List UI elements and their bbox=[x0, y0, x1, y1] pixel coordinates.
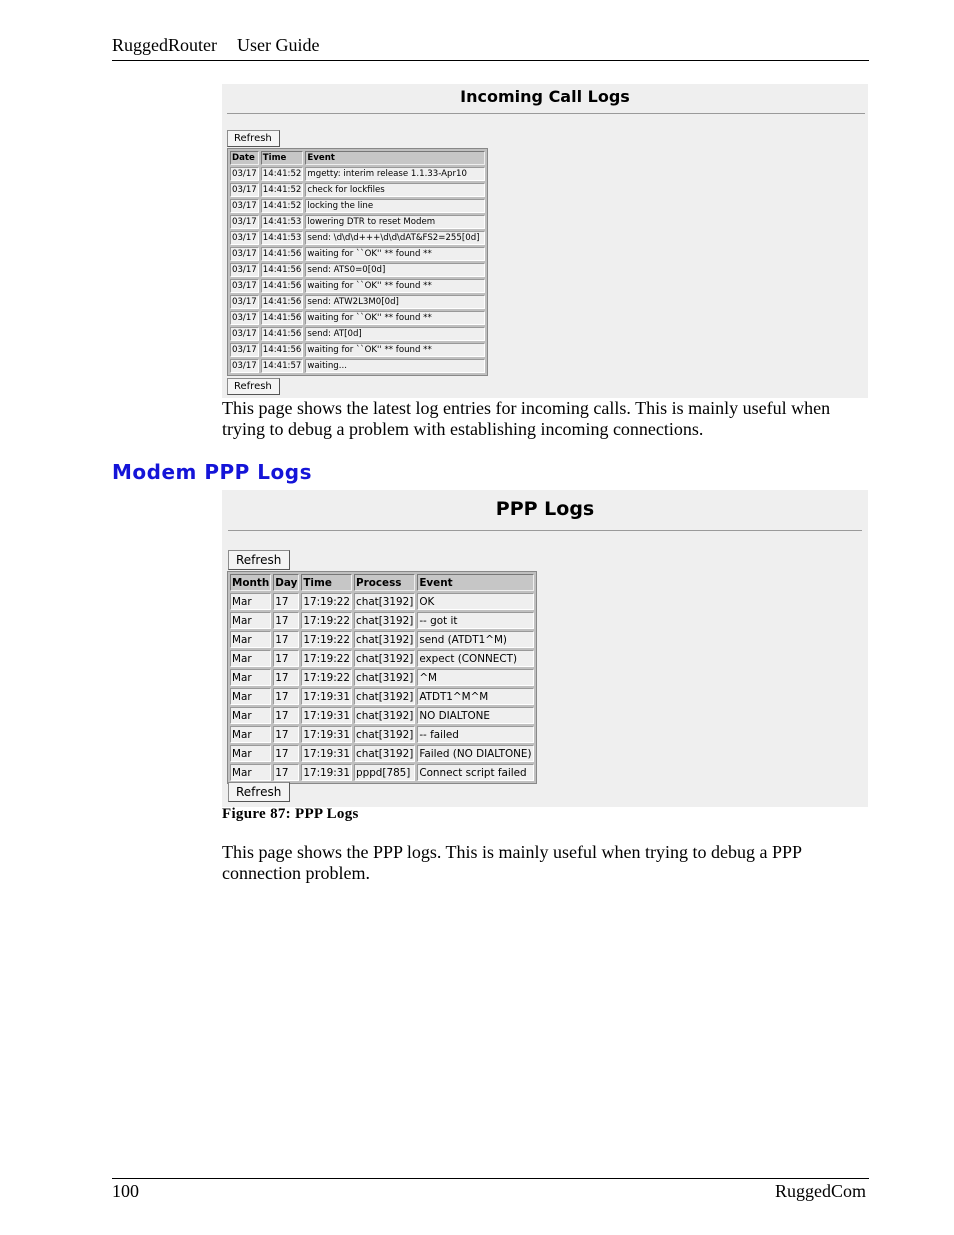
ppp-table-cell: Mar bbox=[230, 631, 271, 648]
ppp-table-cell: Mar bbox=[230, 593, 271, 610]
incoming-table-cell: 14:41:56 bbox=[262, 281, 302, 291]
ppp-table-cell: 17 bbox=[273, 612, 299, 629]
incoming-table-cell: waiting for ``OK'' ** found ** bbox=[305, 311, 485, 325]
ppp-col-header: Event bbox=[417, 574, 533, 591]
incoming-description: This page shows the latest log entries for incoming calls. This is mainly useful when trying to debug a problem with establishing incoming connections. bbox=[222, 398, 831, 439]
incoming-refresh-button-bottom[interactable]: Refresh bbox=[227, 378, 280, 395]
incoming-col-header: Date bbox=[230, 151, 259, 165]
incoming-log-table bbox=[227, 148, 488, 376]
incoming-table-cell: waiting for ``OK'' ** found ** bbox=[305, 247, 485, 261]
ppp-table-row bbox=[230, 688, 534, 705]
incoming-table-row bbox=[230, 199, 485, 213]
incoming-table-cell: 03/17 bbox=[232, 329, 257, 339]
ppp-table-cell: Mar bbox=[230, 688, 271, 705]
ppp-table-cell: 17 bbox=[273, 707, 299, 724]
ppp-table-cell: Mar bbox=[230, 764, 271, 781]
ppp-table-cell: 17 bbox=[273, 745, 299, 762]
ppp-table-cell: Mar bbox=[230, 650, 271, 667]
ppp-table-cell: 17 bbox=[273, 688, 299, 705]
incoming-title-rule bbox=[227, 113, 865, 114]
incoming-table-cell: 14:41:56 bbox=[262, 249, 302, 259]
ppp-refresh-button-top[interactable]: Refresh bbox=[228, 550, 290, 570]
incoming-table-cell: locking the line bbox=[305, 199, 485, 213]
incoming-panel-title: Incoming Call Logs bbox=[460, 87, 630, 106]
ppp-table-cell: 17:19:31 bbox=[301, 688, 352, 705]
ppp-table-cell: -- failed bbox=[417, 726, 533, 743]
ppp-description: This page shows the PPP logs. This is mainly useful when trying to debug a PPP connection problem. bbox=[222, 842, 802, 883]
ppp-table-cell: Failed (NO DIALTONE) bbox=[417, 745, 533, 762]
incoming-table-cell: 03/17 bbox=[232, 217, 257, 227]
ppp-table-cell: 17 bbox=[273, 593, 299, 610]
incoming-table-row bbox=[230, 327, 485, 341]
ppp-table-cell: send (ATDT1^M) bbox=[417, 631, 533, 648]
ppp-table-row bbox=[230, 764, 534, 781]
ppp-table-row bbox=[230, 726, 534, 743]
header-product: RuggedRouter bbox=[112, 35, 217, 55]
ppp-table-cell: ^M bbox=[417, 669, 533, 686]
incoming-refresh-button-top[interactable]: Refresh bbox=[227, 130, 280, 147]
incoming-table-cell: 03/17 bbox=[232, 233, 257, 243]
ppp-table-cell: chat[3192] bbox=[354, 650, 415, 667]
incoming-table-row bbox=[230, 215, 485, 229]
ppp-table-cell: chat[3192] bbox=[354, 669, 415, 686]
ppp-table-cell: OK bbox=[417, 593, 533, 610]
ppp-table-row bbox=[230, 631, 534, 648]
figure-caption: Figure 87: PPP Logs bbox=[222, 806, 359, 822]
ppp-title-rule bbox=[228, 530, 862, 531]
incoming-table-cell: 14:41:56 bbox=[262, 345, 302, 355]
ppp-table-cell: Mar bbox=[230, 726, 271, 743]
incoming-table-row bbox=[230, 183, 485, 197]
incoming-table-cell: 14:41:56 bbox=[262, 313, 302, 323]
incoming-call-logs-panel bbox=[222, 84, 868, 398]
incoming-table-row bbox=[230, 295, 485, 309]
ppp-col-header: Process bbox=[354, 574, 415, 591]
incoming-table-cell: 03/17 bbox=[232, 201, 257, 211]
footer-rule bbox=[112, 1178, 869, 1179]
ppp-table-cell: Mar bbox=[230, 612, 271, 629]
ppp-table-cell: 17 bbox=[273, 669, 299, 686]
page-number: 100 bbox=[112, 1181, 139, 1201]
ppp-table-cell: expect (CONNECT) bbox=[417, 650, 533, 667]
incoming-table-cell: 03/17 bbox=[232, 361, 257, 371]
incoming-table-cell: 03/17 bbox=[232, 185, 257, 195]
ppp-table-cell: 17:19:31 bbox=[301, 764, 352, 781]
header-doc-title: User Guide bbox=[237, 35, 320, 55]
incoming-table-cell: 03/17 bbox=[232, 297, 257, 307]
ppp-table-cell: 17:19:22 bbox=[301, 650, 352, 667]
ppp-table-cell: Mar bbox=[230, 745, 271, 762]
incoming-table-cell: 03/17 bbox=[232, 265, 257, 275]
ppp-table-cell: chat[3192] bbox=[354, 631, 415, 648]
ppp-refresh-button-bottom[interactable]: Refresh bbox=[228, 782, 290, 802]
header-rule bbox=[112, 60, 869, 61]
incoming-table-cell: waiting for ``OK'' ** found ** bbox=[305, 279, 485, 293]
ppp-table-row bbox=[230, 612, 534, 629]
incoming-col-header: Time bbox=[261, 151, 304, 165]
incoming-col-header: Event bbox=[305, 151, 485, 165]
incoming-table-cell: mgetty: interim release 1.1.33-Apr10 bbox=[305, 167, 485, 181]
footer-company: RuggedCom bbox=[774, 1181, 866, 1201]
ppp-table-cell: 17:19:22 bbox=[301, 593, 352, 610]
ppp-table-cell: 17 bbox=[273, 631, 299, 648]
incoming-table-cell: 03/17 bbox=[232, 281, 257, 291]
ppp-logs-panel bbox=[222, 490, 868, 807]
ppp-table-cell: 17:19:22 bbox=[301, 669, 352, 686]
incoming-table-row bbox=[230, 359, 485, 373]
ppp-table-cell: 17:19:31 bbox=[301, 707, 352, 724]
ppp-table-cell: 17 bbox=[273, 764, 299, 781]
ppp-table-cell: pppd[785] bbox=[354, 764, 415, 781]
ppp-table-row bbox=[230, 745, 534, 762]
ppp-table-cell: chat[3192] bbox=[354, 688, 415, 705]
ppp-col-header: Day bbox=[273, 574, 299, 591]
incoming-table-row bbox=[230, 279, 485, 293]
incoming-table-cell: 14:41:52 bbox=[262, 169, 302, 179]
incoming-table-cell: 14:41:53 bbox=[262, 217, 302, 227]
ppp-col-header: Month bbox=[230, 574, 271, 591]
ppp-table-cell: chat[3192] bbox=[354, 612, 415, 629]
ppp-table-cell: Mar bbox=[230, 707, 271, 724]
incoming-table-cell: 14:41:52 bbox=[262, 185, 302, 195]
incoming-table-cell: send: ATW2L3M0[0d] bbox=[305, 295, 485, 309]
ppp-table-cell: 17:19:22 bbox=[301, 612, 352, 629]
incoming-table-cell: lowering DTR to reset Modem bbox=[305, 215, 485, 229]
ppp-col-header: Time bbox=[301, 574, 352, 591]
incoming-table-cell: send: ATS0=0[0d] bbox=[305, 263, 485, 277]
ppp-table-cell: chat[3192] bbox=[354, 726, 415, 743]
incoming-table-cell: 14:41:56 bbox=[262, 329, 302, 339]
ppp-log-table bbox=[227, 571, 537, 784]
incoming-table-row bbox=[230, 311, 485, 325]
incoming-table-row bbox=[230, 343, 485, 357]
ppp-table-cell: chat[3192] bbox=[354, 593, 415, 610]
ppp-table-cell: 17 bbox=[273, 650, 299, 667]
incoming-table-cell: 14:41:53 bbox=[262, 233, 302, 243]
ppp-table-cell: 17 bbox=[273, 726, 299, 743]
ppp-table-cell: chat[3192] bbox=[354, 745, 415, 762]
incoming-table-row bbox=[230, 263, 485, 277]
incoming-table-row bbox=[230, 167, 485, 181]
ppp-table-cell: -- got it bbox=[417, 612, 533, 629]
incoming-table-cell: 14:41:56 bbox=[262, 297, 302, 307]
ppp-table-row bbox=[230, 593, 534, 610]
incoming-table-cell: 03/17 bbox=[232, 249, 257, 259]
incoming-table-row bbox=[230, 231, 485, 245]
incoming-table-cell: 03/17 bbox=[232, 345, 257, 355]
ppp-table-cell: NO DIALTONE bbox=[417, 707, 533, 724]
running-header bbox=[112, 35, 319, 56]
incoming-table-row bbox=[230, 247, 485, 261]
incoming-table-cell: waiting for ``OK'' ** found ** bbox=[305, 343, 485, 357]
ppp-table-cell: 17:19:31 bbox=[301, 726, 352, 743]
incoming-table-cell: 14:41:56 bbox=[262, 265, 302, 275]
incoming-table-cell: 03/17 bbox=[232, 169, 257, 179]
ppp-table-cell: 17:19:31 bbox=[301, 745, 352, 762]
incoming-table-cell: send: \d\d\d+++\d\d\dAT&FS2=255[0d] bbox=[305, 231, 485, 245]
incoming-table-cell: waiting... bbox=[305, 359, 485, 373]
incoming-table-cell: send: AT[0d] bbox=[305, 327, 485, 341]
ppp-panel-title: PPP Logs bbox=[495, 498, 595, 520]
ppp-table-cell: Mar bbox=[230, 669, 271, 686]
section-heading-modem-ppp-logs: Modem PPP Logs bbox=[112, 460, 312, 484]
ppp-table-cell: chat[3192] bbox=[354, 707, 415, 724]
ppp-table-row bbox=[230, 650, 534, 667]
incoming-table-cell: 03/17 bbox=[232, 313, 257, 323]
ppp-table-row bbox=[230, 707, 534, 724]
ppp-table-row bbox=[230, 669, 534, 686]
incoming-table-cell: 14:41:57 bbox=[262, 361, 302, 371]
ppp-table-cell: ATDT1^M^M bbox=[417, 688, 533, 705]
incoming-table-cell: 14:41:52 bbox=[262, 201, 302, 211]
ppp-table-cell: 17:19:22 bbox=[301, 631, 352, 648]
incoming-table-cell: check for lockfiles bbox=[305, 183, 485, 197]
ppp-table-cell: Connect script failed bbox=[417, 764, 533, 781]
